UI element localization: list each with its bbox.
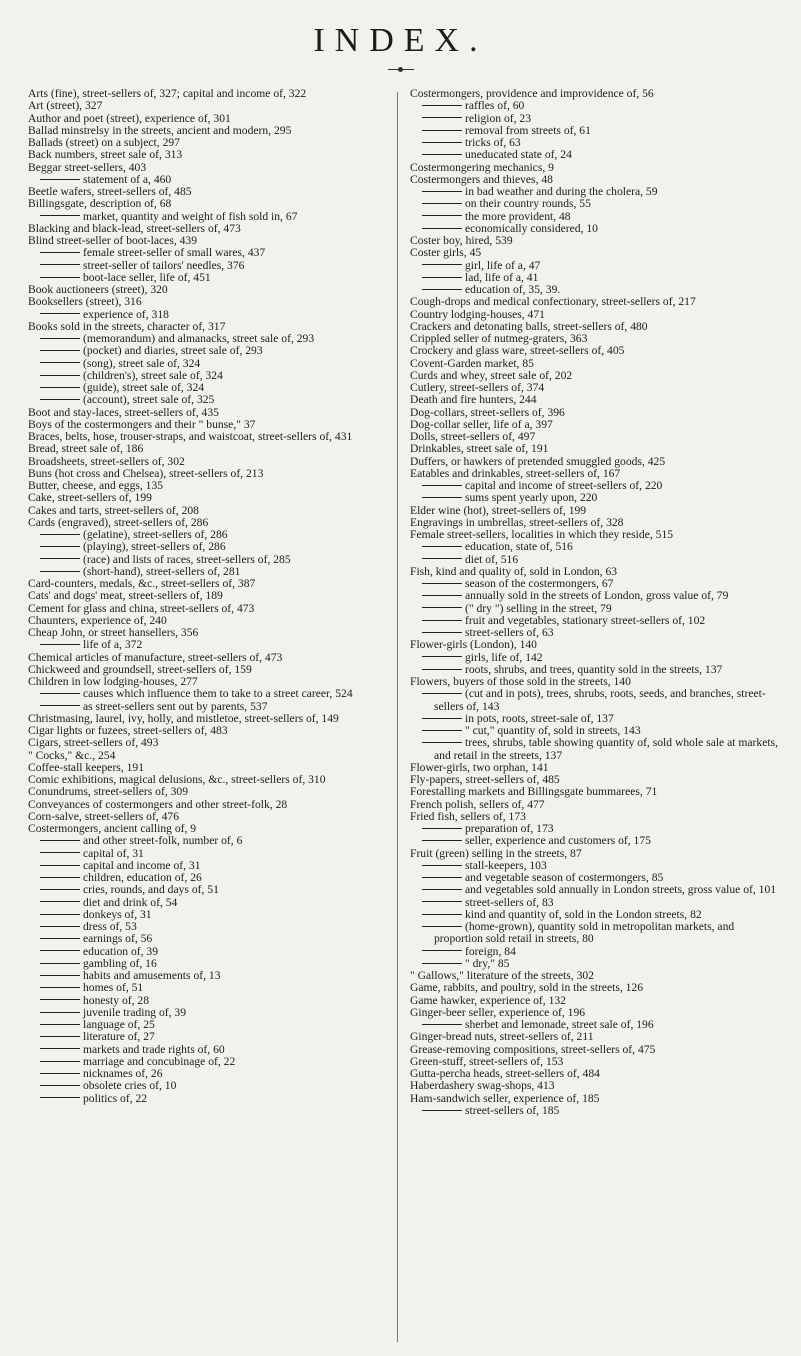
index-entry-text: Coster girls, 45 (410, 246, 482, 260)
ditto-dash (422, 264, 462, 265)
index-entry-text: Flower-girls (London), 140 (410, 638, 537, 652)
ditto-dash (422, 154, 462, 155)
index-entry-text: (account), street sale of, 325 (83, 393, 215, 407)
index-entry-text: life of a, 372 (83, 638, 143, 652)
index-entry-text: Cakes and tarts, street-sellers of, 208 (28, 503, 199, 517)
index-entry-text: girl, life of a, 47 (465, 258, 541, 272)
index-entry-text: Crockery and glass ware, street-sellers of, 405 (410, 344, 625, 358)
index-entry-text: education of, 39 (83, 944, 159, 958)
index-entry-text: Beggar street-sellers, 403 (28, 160, 147, 174)
ditto-dash (422, 583, 462, 584)
index-entry-text: Children in low lodging-houses, 277 (28, 675, 198, 688)
index-entry-text: Engravings in umbrellas, street-sellers of, 328 (410, 515, 624, 529)
index-entry-text: Game, rabbits, and poultry, sold in the streets, 126 (410, 981, 644, 995)
index-entry-text: Cutlery, street-sellers of, 374 (410, 381, 545, 394)
ditto-dash (422, 203, 462, 204)
index-entry-text: Ginger-beer seller, experience of, 196 (410, 1005, 586, 1019)
index-entry-text: Blacking and black-lead, street-sellers of, 473 (28, 221, 241, 235)
ditto-dash (422, 926, 462, 927)
index-entry-text: and other street-folk, number of, 6 (83, 834, 243, 848)
ditto-dash (422, 595, 462, 596)
ditto-dash (40, 693, 80, 694)
ditto-dash (422, 117, 462, 118)
index-entry-text: (guide), street sale of, 324 (83, 381, 205, 394)
index-entry-text: market, quantity and weight of fish sold in, 67 (83, 209, 298, 223)
ditto-dash (40, 938, 80, 939)
index-entry-text: habits and amusements of, 13 (83, 969, 221, 982)
ditto-dash (422, 1110, 462, 1111)
index-entry-text: Cigars, street-sellers of, 493 (28, 736, 159, 750)
index-entry-text: (children's), street sale of, 324 (83, 368, 223, 382)
ditto-dash (40, 901, 80, 902)
index-entry-text: economically considered, 10 (465, 221, 598, 235)
index-entry-text: (cut and in pots), trees, shrubs, roots, seeds, and branches, street-sellers of, 143 (434, 687, 766, 713)
index-entry-text: Boys of the costermongers and their " bunse," 37 (28, 417, 256, 431)
index-entry-text: Beetle wafers, street-sellers of, 485 (28, 185, 192, 198)
index-entry-text: (race) and lists of races, street-sellers of, 285 (83, 552, 291, 566)
index-entry-text: Ballads (street) on a subject, 297 (28, 136, 180, 149)
ditto-dash (40, 889, 80, 890)
index-entry-text: Grease-removing compositions, street-sellers of, 475 (410, 1042, 656, 1056)
index-entry-text: kind and quantity of, sold in the London streets, 82 (465, 907, 702, 921)
index-entry-text: children, education of, 26 (83, 871, 202, 884)
ditto-dash (40, 277, 80, 278)
index-entry-text: Costermongering mechanics, 9 (410, 160, 554, 174)
ditto-dash (422, 693, 462, 694)
ditto-dash (40, 399, 80, 400)
ditto-dash (40, 705, 80, 706)
ditto-dash (40, 264, 80, 265)
ditto-dash (40, 1085, 80, 1086)
ditto-dash (40, 926, 80, 927)
index-entry-text: Cough-drops and medical confectionary, street-sellers of, 217 (410, 295, 696, 309)
index-entry-text: Flowers, buyers of those sold in the streets, 140 (410, 675, 631, 688)
ditto-dash (422, 632, 462, 633)
index-entry-text: Coster boy, hired, 539 (410, 234, 513, 247)
index-entry-text: (gelatine), street-sellers of, 286 (83, 528, 228, 541)
ditto-dash (422, 215, 462, 216)
index-entry-text: Duffers, or hawkers of pretended smuggled goods, 425 (410, 454, 666, 468)
index-entry-text: Ham-sandwich seller, experience of, 185 (410, 1091, 600, 1105)
index-entry-text: Forestalling markets and Billingsgate bummarees, 71 (410, 785, 658, 799)
index-entry-text: juvenile trading of, 39 (83, 1005, 187, 1019)
index-entry-text: and vegetable season of costermongers, 85 (465, 871, 664, 884)
index-entry-text: education, state of, 516 (465, 540, 573, 554)
index-entry-text: " dry," 85 (465, 956, 510, 970)
index-entry-text: cries, rounds, and days of, 51 (83, 883, 219, 897)
index-entry-text: lad, life of a, 41 (465, 270, 539, 284)
index-entry-text: obsolete cries of, 10 (83, 1079, 177, 1093)
ditto-dash (40, 179, 80, 180)
index-entry-text: Game hawker, experience of, 132 (410, 993, 566, 1007)
ditto-dash (40, 338, 80, 339)
ditto-dash (40, 840, 80, 841)
index-entry-text: Cigar lights or fuzees, street-sellers of, 483 (28, 724, 228, 737)
index-entry-text: Crippled seller of nutmeg-graters, 363 (410, 332, 588, 345)
index-entry-text: Costermongers and thieves, 48 (410, 172, 553, 186)
index-entry-text: Drinkables, street sale of, 191 (410, 442, 549, 456)
ditto-dash (422, 277, 462, 278)
ditto-dash (422, 730, 462, 731)
ditto-dash (40, 1024, 80, 1025)
index-entry-text: Books sold in the streets, character of, 317 (28, 319, 226, 333)
ditto-dash (422, 950, 462, 951)
index-entry-text: markets and trade rights of, 60 (83, 1042, 225, 1056)
ditto-dash (422, 718, 462, 719)
ditto-dash (40, 852, 80, 853)
index-entry-text: annually sold in the streets of London, gross value of, 79 (465, 589, 729, 603)
ditto-dash (422, 877, 462, 878)
page-title: INDEX. (313, 22, 488, 59)
index-entry-text: donkeys of, 31 (83, 907, 152, 921)
index-entry-text: boot-lace seller, life of, 451 (83, 270, 211, 284)
index-entry-text: tricks of, 63 (465, 136, 521, 149)
index-entry-text: Braces, belts, hose, trouser-straps, and waistcoat, street-sellers of, 431 (28, 430, 353, 443)
index-entry-text: Cake, street-sellers of, 199 (28, 491, 152, 505)
index-entry-text: raffles of, 60 (465, 99, 525, 113)
ditto-dash (40, 987, 80, 988)
ditto-dash (422, 620, 462, 621)
ditto-dash (40, 546, 80, 547)
index-entry-text: (short-hand), street-sellers of, 281 (83, 564, 241, 578)
ditto-dash (40, 362, 80, 363)
index-entry-text: Book auctioneers (street), 320 (28, 283, 168, 296)
index-entry-text: Cards (engraved), street-sellers of, 286 (28, 515, 209, 529)
ditto-dash (422, 742, 462, 743)
ditto-dash (40, 215, 80, 216)
ditto-dash (422, 130, 462, 131)
index-subentry (410, 737, 782, 762)
index-entry-text: Conveyances of costermongers and other street-folk, 28 (28, 797, 288, 811)
ditto-dash (40, 375, 80, 376)
index-entry-text: Fried fish, sellers of, 173 (410, 809, 526, 823)
ditto-dash (422, 497, 462, 498)
index-entry-text: religion of, 23 (465, 111, 532, 125)
index-entry-text: Card-counters, medals, &c., street-sellers of, 387 (28, 577, 256, 590)
index-entry-text: French polish, sellers of, 477 (410, 797, 545, 811)
index-entry-text: Ginger-bread nuts, street-sellers of, 211 (410, 1030, 594, 1044)
ditto-dash (40, 963, 80, 964)
index-entry-text: Female street-sellers, localities in which they reside, 515 (410, 528, 674, 541)
index-entry-text: (" dry ") selling in the street, 79 (465, 601, 612, 615)
index-entry-text: Conundrums, street-sellers of, 309 (28, 785, 189, 799)
ditto-dash (40, 1073, 80, 1074)
index-entry-text: Ballad minstrelsy in the streets, ancient and modern, 295 (28, 123, 292, 137)
index-entry-text: Cats' and dogs' meat, street-sellers of, 189 (28, 589, 223, 603)
ditto-dash (40, 865, 80, 866)
index-entry-text: Flower-girls, two orphan, 141 (410, 760, 549, 774)
ditto-dash (40, 571, 80, 572)
index-entry-text: Art (street), 327 (28, 99, 103, 113)
index-entry-text: uneducated state of, 24 (465, 148, 572, 162)
index-entry-text: Coffee-stall keepers, 191 (28, 760, 145, 774)
index-entry-text: sums spent yearly upon, 220 (465, 491, 598, 505)
index-entry-text: the more provident, 48 (465, 209, 571, 223)
ditto-dash (422, 607, 462, 608)
index-column-right (410, 88, 782, 1117)
ditto-dash (422, 546, 462, 547)
ditto-dash (40, 877, 80, 878)
index-entry-text: Butter, cheese, and eggs, 135 (28, 479, 164, 492)
index-entry-text: Cement for glass and china, street-sellers of, 473 (28, 601, 255, 615)
index-entry-text: as street-sellers sent out by parents, 537 (83, 699, 268, 713)
index-entry-text: nicknames of, 26 (83, 1067, 163, 1080)
index-entry-text: (memorandum) and almanacks, street sale of, 293 (83, 332, 315, 345)
ditto-dash (40, 1061, 80, 1062)
index-entry-text: earnings of, 56 (83, 932, 153, 946)
index-entry-text: honesty of, 28 (83, 993, 150, 1007)
index-entry-text: street-sellers of, 185 (465, 1103, 560, 1117)
ditto-dash (40, 350, 80, 351)
index-entry-text: street-sellers of, 83 (465, 895, 554, 909)
index-entry-text: Dolls, street-sellers of, 497 (410, 430, 536, 443)
ditto-dash (40, 534, 80, 535)
index-entry-text: Crackers and detonating balls, street-sellers of, 480 (410, 319, 648, 333)
index-entry-text: Dog-collars, street-sellers of, 396 (410, 405, 565, 419)
index-entry-text: Country lodging-houses, 471 (410, 307, 545, 321)
index-entry-text: girls, life of, 142 (465, 650, 543, 664)
ditto-dash (40, 644, 80, 645)
ditto-dash (422, 669, 462, 670)
index-entry-text: Covent-Garden market, 85 (410, 356, 534, 370)
ditto-dash (40, 999, 80, 1000)
index-entry-text: " Gallows," literature of the streets, 302 (410, 969, 594, 982)
ditto-dash (422, 889, 462, 890)
ditto-dash (422, 901, 462, 902)
index-entry-text: in bad weather and during the cholera, 59 (465, 185, 658, 198)
ditto-dash (422, 105, 462, 106)
index-entry-text: stall-keepers, 103 (465, 858, 547, 872)
index-entry-text: Fish, kind and quality of, sold in London, 63 (410, 564, 618, 578)
index-entry-text: (song), street sale of, 324 (83, 356, 201, 370)
index-entry-text: female street-seller of small wares, 437 (83, 246, 266, 260)
index-entry-text: preparation of, 173 (465, 822, 554, 835)
ditto-dash (422, 228, 462, 229)
ditto-dash (422, 289, 462, 290)
index-entry-text: " Cocks," &c., 254 (28, 748, 116, 762)
ditto-dash (422, 142, 462, 143)
index-entry-text: Gutta-percha heads, street-sellers of, 484 (410, 1067, 600, 1080)
ditto-dash (422, 558, 462, 559)
index-entry-text: trees, shrubs, table showing quantity of, sold whole sale at markets, and retail in the streets, 137 (434, 736, 778, 762)
index-entry-text: language of, 25 (83, 1018, 155, 1031)
ditto-dash (422, 963, 462, 964)
ditto-dash (422, 914, 462, 915)
index-entry-text: fruit and vegetables, stationary street-sellers of, 102 (465, 613, 706, 627)
index-entry-text: Elder wine (hot), street-sellers of, 199 (410, 503, 587, 517)
index-entry-text: Costermongers, ancient calling of, 9 (28, 822, 197, 835)
ditto-dash (422, 191, 462, 192)
index-entry-text: foreign, 84 (465, 944, 516, 958)
index-entry-text: (home-grown), quantity sold in metropolitan markets, and proportion sold retail in streets, 80 (434, 920, 735, 946)
index-entry-text: (playing), street-sellers of, 286 (83, 540, 226, 554)
ditto-dash (422, 865, 462, 866)
index-entry-text: Comic exhibitions, magical delusions, &c., street-sellers of, 310 (28, 773, 326, 786)
index-entry-text: diet and drink of, 54 (83, 895, 178, 909)
index-entry-text: homes of, 51 (83, 981, 144, 995)
index-entry-text: sherbet and lemonade, street sale of, 196 (465, 1018, 654, 1031)
index-entry-text: street-seller of tailors' needles, 376 (83, 258, 245, 272)
ditto-dash (422, 840, 462, 841)
index-entry-text: diet of, 516 (465, 552, 519, 566)
index-entry-text: Death and fire hunters, 244 (410, 393, 537, 407)
index-entry-text: and vegetables sold annually in London streets, gross value of, 101 (465, 883, 777, 897)
index-entry-text: Fly-papers, street-sellers of, 485 (410, 773, 560, 786)
index-entry-text: in pots, roots, street-sale of, 137 (465, 711, 614, 725)
index-entry-text: education of, 35, 39. (465, 283, 561, 296)
index-entry-text: Christmasing, laurel, ivy, holly, and mistletoe, street-sellers of, 149 (28, 711, 339, 725)
index-entry-text: marriage and concubinage of, 22 (83, 1054, 236, 1068)
ditto-dash (40, 1097, 80, 1098)
index-entry-text: statement of a, 460 (83, 172, 172, 186)
index-entry-text: Dog-collar seller, life of a, 397 (410, 417, 553, 431)
index-entry-text: Haberdashery swag-shops, 413 (410, 1079, 555, 1093)
index-column-left (28, 88, 403, 1105)
index-entry-text: Blind street-seller of boot-laces, 439 (28, 234, 198, 247)
index-entry-text: Cheap John, or street hansellers, 356 (28, 626, 199, 639)
ditto-dash (422, 485, 462, 486)
index-entry-text: Green-stuff, street-sellers of, 153 (410, 1054, 564, 1068)
index-entry-text: Chemical articles of manufacture, street-sellers of, 473 (28, 650, 283, 664)
ditto-dash (40, 1036, 80, 1037)
ditto-dash (40, 914, 80, 915)
index-entry-text: Arts (fine), street-sellers of, 327; capital and income of, 322 (28, 87, 307, 100)
ditto-dash (422, 828, 462, 829)
index-subentry (410, 1105, 782, 1117)
index-entry-text: Chickweed and groundsell, street-sellers of, 159 (28, 662, 252, 676)
index-entry-text: experience of, 318 (83, 307, 169, 321)
index-entry-text: causes which influence them to take to a street career, 524 (83, 687, 353, 701)
index-entry-text: Costermongers, providence and improvidence of, 56 (410, 87, 654, 100)
index-entry-text: Booksellers (street), 316 (28, 295, 142, 309)
ditto-dash (40, 975, 80, 976)
ditto-dash (40, 1012, 80, 1013)
ditto-dash (40, 950, 80, 951)
index-entry-text: Back numbers, street sale of, 313 (28, 148, 183, 162)
index-subentry (410, 921, 782, 946)
index-entry-text: on their country rounds, 55 (465, 197, 591, 211)
ditto-dash (422, 1024, 462, 1025)
index-entry-text: capital and income of, 31 (83, 858, 201, 872)
index-entry-text: Buns (hot cross and Chelsea), street-sellers of, 213 (28, 466, 264, 480)
ornament-rule (388, 69, 414, 70)
index-subentry (410, 688, 782, 713)
index-entry-text: street-sellers of, 63 (465, 626, 554, 639)
index-entry-text: capital of, 31 (83, 846, 144, 860)
index-subentry (28, 1093, 403, 1105)
column-divider (397, 92, 398, 1342)
index-entry-text: Bread, street sale of, 186 (28, 442, 144, 456)
index-entry-text: season of the costermongers, 67 (465, 577, 614, 590)
index-entry-text: Curds and whey, street sale of, 202 (410, 368, 573, 382)
index-entry-text: Eatables and drinkables, street-sellers of, 167 (410, 466, 621, 480)
index-entry-text: literature of, 27 (83, 1030, 155, 1044)
index-entry-text: Broadsheets, street-sellers of, 302 (28, 454, 185, 468)
ditto-dash (40, 252, 80, 253)
index-entry-text: Chaunters, experience of, 240 (28, 613, 167, 627)
index-entry-text: Fruit (green) selling in the streets, 87 (410, 846, 582, 860)
index-entry-text: Boot and stay-laces, street-sellers of, 435 (28, 405, 219, 419)
index-entry-text: (pocket) and diaries, street sale of, 293 (83, 344, 263, 358)
ditto-dash (40, 387, 80, 388)
index-entry-text: Billingsgate, description of, 68 (28, 197, 172, 211)
ditto-dash (422, 656, 462, 657)
ditto-dash (40, 313, 80, 314)
index-entry-text: dress of, 53 (83, 920, 137, 933)
ditto-dash (40, 1048, 80, 1049)
index-entry-text: politics of, 22 (83, 1091, 148, 1105)
index-entry-text: " cut," quantity of, sold in streets, 143 (465, 724, 641, 737)
index-entry-text: Author and poet (street), experience of, 301 (28, 111, 231, 125)
index-entry-text: capital and income of street-sellers of, 220 (465, 479, 663, 492)
index-entry-text: Corn-salve, street-sellers of, 476 (28, 809, 179, 823)
index-entry-text: removal from streets of, 61 (465, 123, 591, 137)
index-entry-text: roots, shrubs, and trees, quantity sold in the streets, 137 (465, 662, 723, 676)
index-entry-text: gambling of, 16 (83, 956, 157, 970)
index-entry-text: seller, experience and customers of, 175 (465, 834, 651, 848)
ditto-dash (40, 558, 80, 559)
